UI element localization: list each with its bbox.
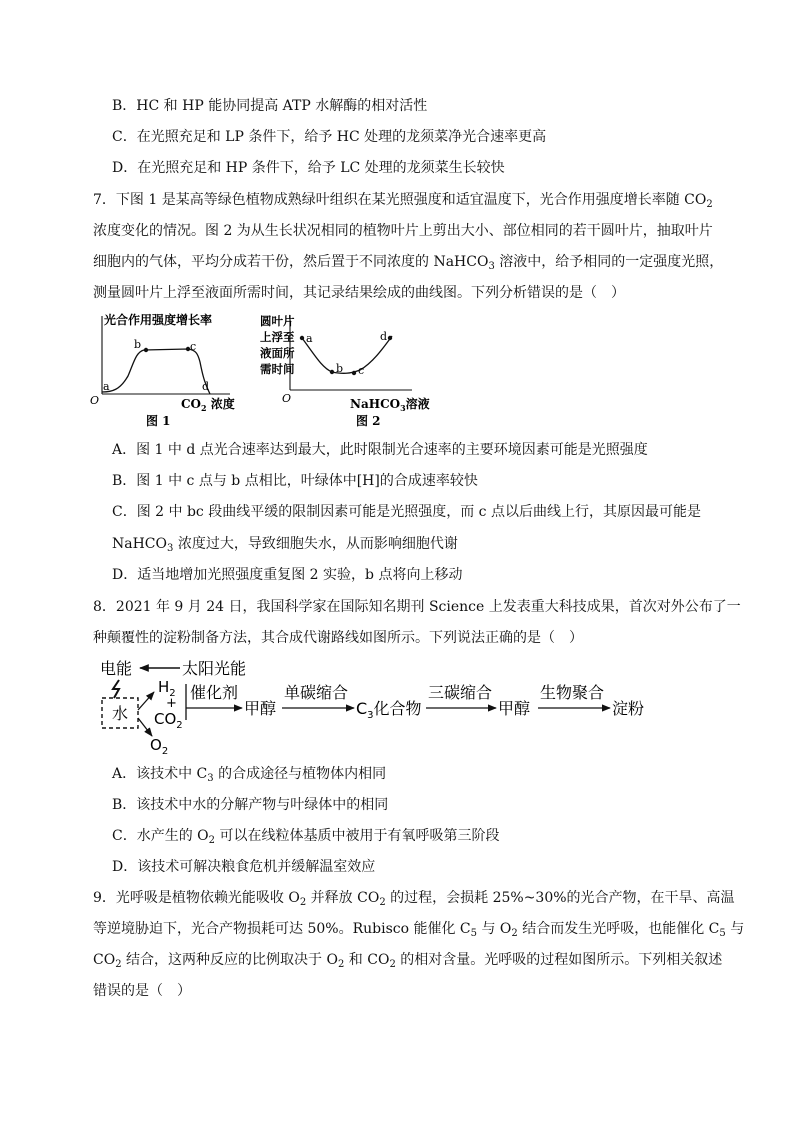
pathway-c3-compound: $C_3$化合物	[356, 699, 422, 721]
pathway-o2: $O_2$	[150, 736, 169, 757]
fig2-y-label-1: 圆叶片	[260, 314, 295, 328]
fig1-label-b: b	[134, 338, 142, 351]
q9-stem-line4: 错误的是（ ）	[93, 983, 191, 999]
pathway-plus: +	[166, 696, 177, 711]
pathway-co2: $CO_2$	[154, 710, 183, 731]
lightning-icon	[113, 680, 119, 698]
fig2-point-c	[352, 371, 356, 375]
fig2-y-label-4: 需时间	[260, 362, 295, 376]
q7-option-b: B．图 1 中 c 点与 b 点相比，叶绿体中[H]的合成速率较快	[112, 473, 478, 489]
pathway-solar-energy: 太阳光能	[182, 659, 247, 678]
q8-option-b: B．该技术中水的分解产物与叶绿体中的相同	[112, 797, 389, 813]
q6-option-d: D．在光照充足和 HP 条件下，给予 LC 处理的龙须菜生长较快	[112, 160, 505, 176]
pathway-methanol-2: 甲醇	[498, 699, 531, 718]
pathway-electric-energy: 电能	[100, 659, 133, 678]
pathway-three-carbon: 三碳缩合	[428, 683, 493, 702]
fig2-label-a: a	[306, 332, 313, 345]
q8-option-c: C．水产生的 $O_2$ 可以在线粒体基质中被用于有氧呼吸第三阶段	[112, 828, 500, 846]
pathway-single-carbon: 单碳缩合	[284, 683, 349, 702]
q9-stem-line2: 等逆境胁迫下，光合产物损耗可达 50%。Rubisco 能催化 $C_5$ 与 $O_2$ 结合而发生光呼吸，也能催化 $C_5$ 与	[93, 921, 745, 939]
q8-stem-line1: 8．2021 年 9 月 24 日，我国科学家在国际知名期刊 Science 上发表重大科技成果，首次对外公布了一	[93, 599, 741, 615]
fig1-label-d: d	[202, 380, 210, 393]
fig2-origin: O	[282, 392, 292, 405]
q6-option-c: C．在光照充足和 LP 条件下，给予 HC 处理的龙须菜净光合速率更高	[112, 129, 547, 145]
q7-stem-line1: 7．下图 1 是某高等绿色植物成熟绿叶组织在某光照强度和适宜温度下，光合作用强度增长率随 $CO_2$	[93, 192, 713, 210]
q8-option-d: D．该技术可解决粮食危机并缓解温室效应	[112, 859, 376, 875]
pathway-bio-poly: 生物聚合	[540, 683, 605, 702]
q8-pathway-diagram	[92, 656, 692, 756]
fig2-y-label-3: 液面所	[260, 346, 295, 360]
q9-stem-line3: $CO_2$ 结合，这两种反应的比例取决于 $O_2$ 和 $CO_2$ 的相对含量。光呼吸的过程如图所示。下列相关叙述	[93, 952, 723, 970]
pathway-catalyst: 催化剂	[190, 683, 239, 702]
pathway-starch: 淀粉	[612, 699, 645, 718]
fig1-y-label: 光合作用强度增长率	[104, 313, 213, 327]
fig2-label-c: c	[358, 364, 365, 377]
fig2-point-b	[330, 370, 334, 374]
fig2-caption: 图 2	[356, 414, 381, 428]
q7-option-a: A．图 1 中 d 点光合速率达到最大，此时限制光合速率的主要环境因素可能是光照强度	[112, 442, 648, 458]
fig1-caption: 图 1	[146, 414, 171, 428]
fig1-label-c: c	[190, 340, 197, 353]
q7-option-d: D．适当地增加光照强度重复图 2 实验，b 点将向上移动	[112, 567, 463, 583]
q9-stem-line1: 9．光呼吸是植物依赖光能吸收 $O_2$ 并释放 $CO_2$ 的过程，会损耗 25%~30%的光合产物，在干旱、高温	[93, 890, 735, 908]
fig2-label-d: d	[380, 330, 388, 343]
fig1-x-label: $CO_2$ 浓度	[181, 397, 235, 413]
q7-figure-2	[260, 310, 454, 428]
q8-stem-line2: 种颠覆性的淀粉制备方法，其合成代谢路线如图所示。下列说法正确的是（ ）	[93, 630, 583, 646]
fig2-point-a	[300, 336, 304, 340]
q8-option-a: A．该技术中 $C_3$ 的合成途径与植物体内相同	[112, 766, 387, 784]
fig1-label-a: a	[103, 380, 110, 393]
q7-option-c-line2: NaHCO$_3$ 浓度过大，导致细胞失水，从而影响细胞代谢	[112, 536, 458, 554]
q7-stem-line3: 细胞内的气体，平均分成若干份，然后置于不同浓度的 NaHCO$_3$ 溶液中，给予相同的一定强度光照，	[93, 254, 724, 272]
fig1-point-b	[144, 348, 148, 352]
pathway-h2: $H_2$	[158, 678, 176, 699]
fig2-y-label-2: 上浮至	[260, 330, 295, 344]
fig2-curve	[302, 336, 392, 373]
q7-stem-line2: 浓度变化的情况。图 2 为从生长状况相同的植物叶片上剪出大小、部位相同的若干圆叶片，抽取叶片	[93, 223, 713, 239]
fig1-curve	[102, 349, 210, 394]
pathway-methanol-1: 甲醇	[244, 699, 277, 718]
fig2-x-label: NaHCO$_3$溶液	[350, 397, 430, 413]
fig1-origin: O	[90, 394, 100, 407]
q7-figure-1	[88, 310, 268, 428]
fig2-point-d	[388, 336, 392, 340]
q7-stem-line4: 测量圆叶片上浮至液面所需时间，其记录结果绘成的曲线图。下列分析错误的是（ ）	[93, 285, 625, 301]
fig2-label-b: b	[336, 362, 344, 375]
pathway-water: 水	[112, 704, 129, 723]
q7-option-c-line1: C．图 2 中 bc 段曲线平缓的限制因素可能是光照强度，而 c 点以后曲线上行，其原因最可能是	[112, 504, 701, 520]
q6-option-b: B．HC 和 HP 能协同提高 ATP 水解酶的相对活性	[112, 98, 428, 114]
